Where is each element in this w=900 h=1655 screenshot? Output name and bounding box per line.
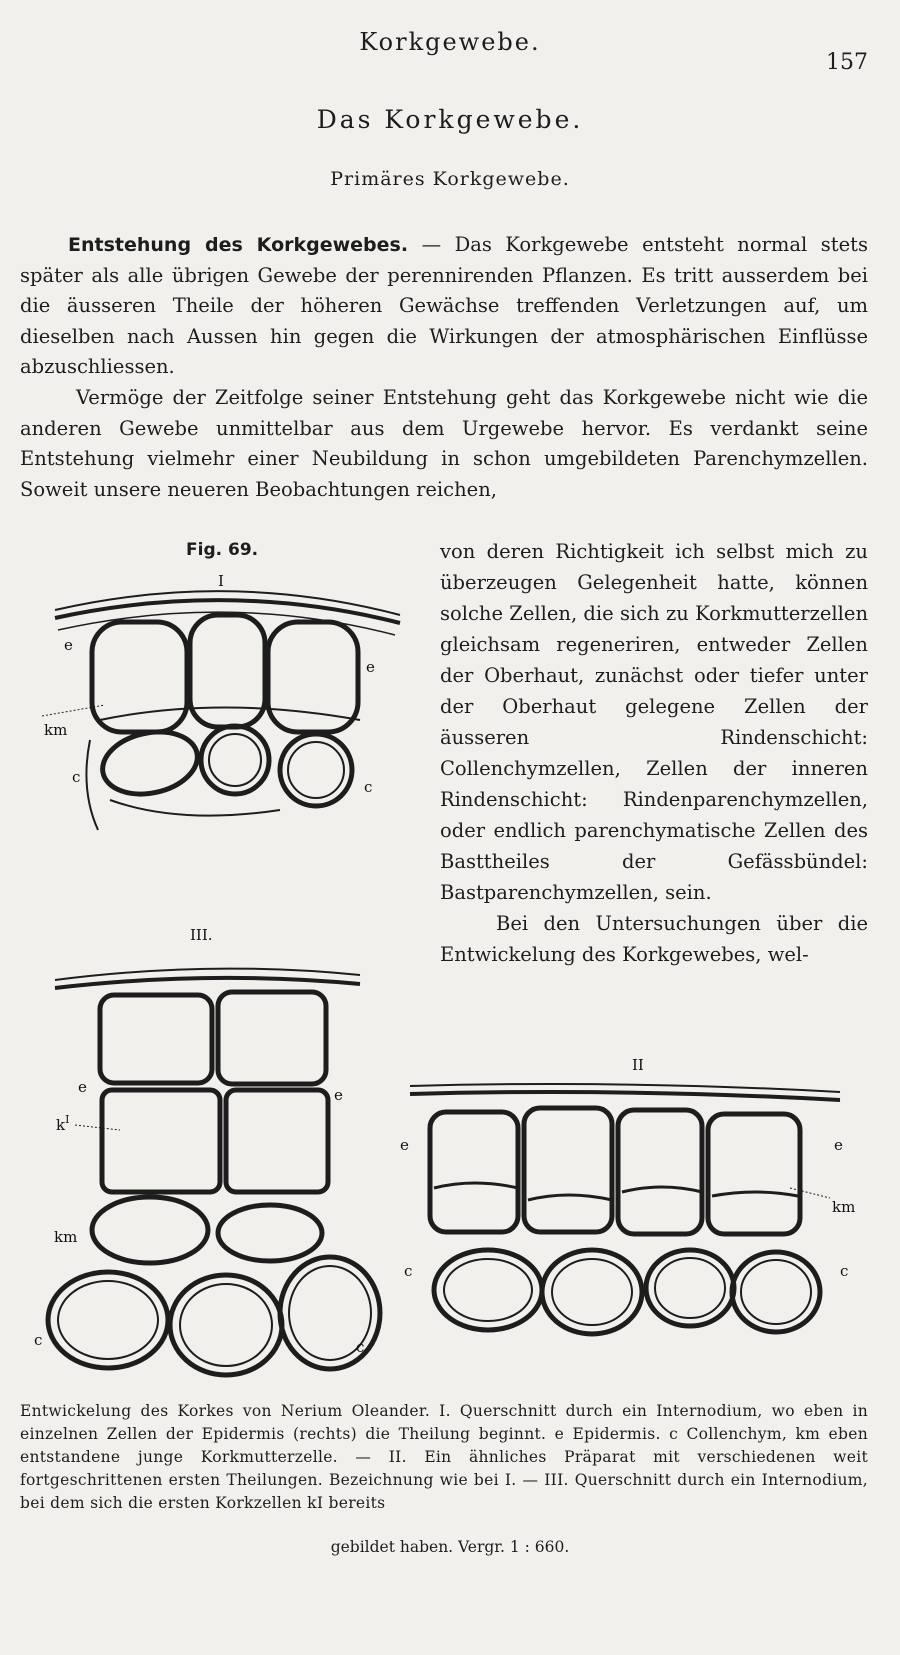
panel-3-label-c-right: c [356,1338,365,1356]
paragraph-lead: Entstehung des Korkgewebes. [68,234,409,256]
panel-1-label-e-right: e [366,658,375,676]
section-title: Das Korkgewebe. [316,105,584,134]
running-title: Korkgewebe. [359,28,541,56]
subsection-title: Primäres Korkgewebe. [330,168,570,190]
panel-3-label: III. [190,926,213,944]
paragraph-entstehung [20,230,868,383]
panel-3-label-k [56,1113,69,1134]
panel-3-label-k-sup: I [65,1113,70,1126]
panel-3-label-c-left: c [34,1331,43,1349]
paragraph-body: — Das Korkgewebe entsteht normal stets später als alle übrigen Gewebe der perennirenden Pflanzen. Es tritt ausserdem bei die äusseren Theile der höheren Gewächse treffenden Verletzungen auf, um dieselben nach Aussen hin gegen die Wirkungen der atmosphärischen Einflüsse abzuschliessen. [20,233,868,379]
panel-1-label-c-right: c [364,778,373,796]
page-number: 157 [826,50,868,75]
panel-2-label: II [632,1056,644,1074]
paragraph-untersuchungen: Bei den Untersuchungen über die Entwickelung des Korkgewebes, wel- [440,912,868,966]
right-column-text [440,536,868,970]
panel-2-label-km: km [832,1198,856,1216]
panel-1-label-km: km [44,721,68,739]
figure-caption-last-line: gebildet haben. Vergr. 1 : 660. [330,1538,570,1556]
figure-panel-3 [30,920,400,1390]
paragraph-zeitfolge-continued: von deren Richtigkeit ich selbst mich zu überzeugen Gelegenheit hatte, können solche Zellen, die sich zu Korkmutterzellen gleichsam regeneriren, entweder Zellen der Oberhaut, zunächst oder tiefer unter der Oberhaut gelegene Zellen der äusseren Rindenschicht: Collenchymzellen, Zellen der inneren Rindenschicht: Rindenparenchymzellen, oder endlich parenchymatische Zellen des Basttheiles der Gefässbündel: Bastparenchymzellen, sein. [440,540,868,904]
panel-3-label-km: km [54,1228,78,1246]
figure-panel-2 [400,1050,860,1360]
panel-1-label: I [218,572,224,590]
panel-2-label-c-left: c [404,1262,413,1280]
paragraph-zeitfolge: Vermöge der Zeitfolge seiner Entstehung geht das Korkgewebe nicht wie die anderen Gewebe unmittelbar aus dem Urgewebe hervor. Es verdankt seine Entstehung vielmehr einer Neubildung in schon umgebildeten Parenchymzellen. Soweit unsere neueren Beobachtungen reichen, [20,385,868,501]
main-text-top [20,230,868,505]
panel-2-label-e-right: e [834,1136,843,1154]
panel-1-label-e-left: e [64,636,73,654]
panel-2-label-e-left: e [400,1136,409,1154]
figure-label: Fig. 69. [186,540,259,560]
panel-3-label-k-letter: k [56,1116,66,1134]
panel-3-label-e-right: e [334,1086,343,1104]
panel-3-label-e-left: e [78,1078,87,1096]
figure-panel-1 [30,560,430,890]
panel-2-label-c-right: c [840,1262,849,1280]
panel-1-label-c-left: c [72,768,81,786]
figure-caption: Entwickelung des Korkes von Nerium Oleander. I. Querschnitt durch ein Internodium, wo eben in einzelnen Zellen der Epidermis (rechts) die Theilung beginnt. e Epidermis. c Collenchym, km eben entstandene junge Korkmutterzelle. — II. Ein ähnliches Präparat mit verschiedenen weit fortgeschrittenen ersten Theilungen. Bezeichnung wie bei I. — III. Querschnitt durch ein Internodium, bei dem sich die ersten Korkzellen kI bereits [20,1402,868,1512]
